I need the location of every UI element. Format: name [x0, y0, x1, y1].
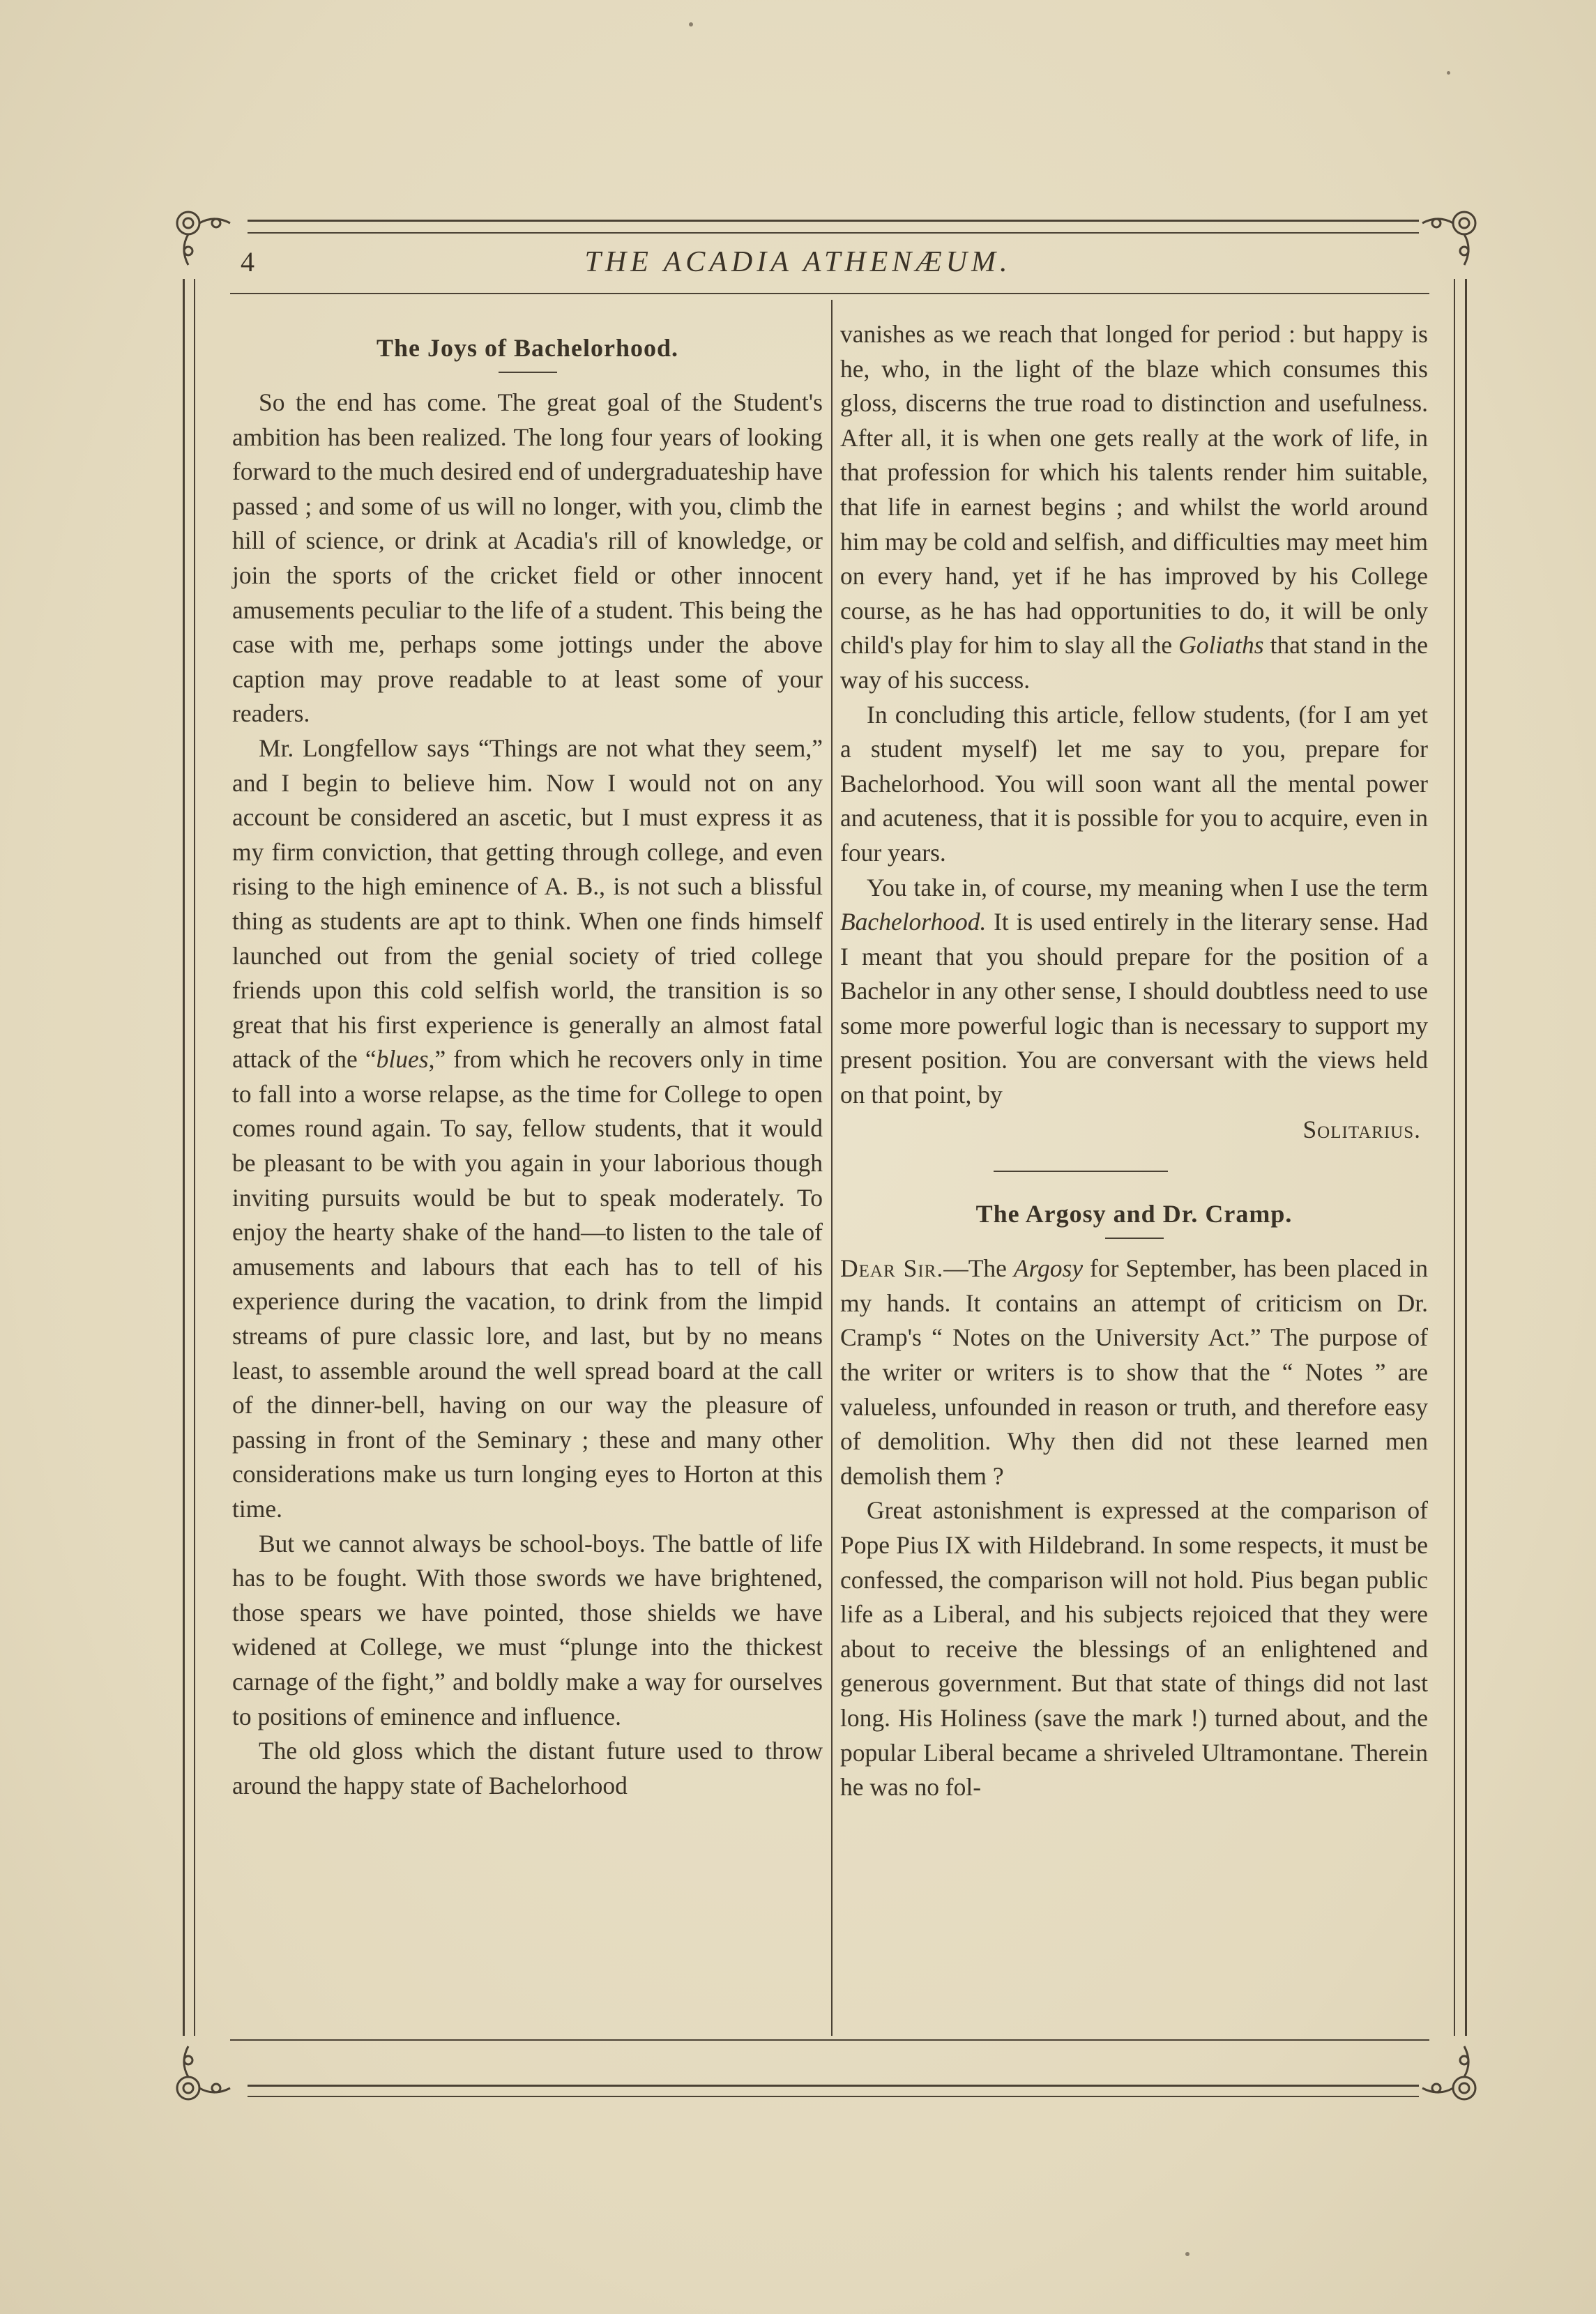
frame-bottom-inner-rule [230, 2039, 1429, 2041]
paragraph: So the end has come. The great goal of the Student's ambition has been realized. The long four years of looking forward to the much desired end of undergraduateship have passed ; and some of us will no longer, with you, climb the hill of science, or drink at Acadia's rill of knowledge, or join the sports of the cricket field or other innocent amusements peculiar to the life of a student. This being the case with me, perhaps some jottings under the above caption may prove readable to at least some of your readers. [232, 388, 823, 728]
title-rule [1105, 1238, 1164, 1239]
article-title: The Joys of Bachelorhood. [376, 334, 679, 362]
paragraph: Dear Sir.—The Argosy for September, has been placed in my hands. It contains an attempt of criticism on Dr. Cramp's “ Notes on the University Act.” The purpose of the writer or writers is to show that the “ Notes ” are valueless, unfounded in reason or truth, and therefore easy of demolition. Why then did not these learned men demolish them ? [840, 1254, 1428, 1490]
paragraph: Great astonishment is expressed at the comparison of Pope Pius IX with Hildebrand. In some respects, it must be confessed, the comparison will not hold. Pius began public life as a Liberal, and his subjects rejoiced that they were about to receive the blessings of an enlightened and generous government. But that state of things did not last long. His Holiness (save the mark !) turned about, and the popular Liberal became a shriveled Ultramontane. Therein he was no fol- [840, 1496, 1428, 1802]
corner-ornament-icon [167, 2032, 244, 2109]
page-number: 4 [241, 246, 254, 277]
paragraph: Mr. Longfellow says “Things are not what they seem,” and I begin to believe him. Now I would not on any account be considered an ascetic, but I must express it as my firm conviction, that getting through college, and even rising to the high eminence of A. B., is not such a blissful thing as students are apt to think. When one finds himself launched out from the genial society of tried college friends upon this cold selfish world, the transition is so great that his first experience is generally an almost fatal attack of the “blues,” from which he recovers only in time to fall into a worse relapse, as the time for College to open comes round again. To say, fellow students, that it would be pleasant to be with you again in your laborious though inviting pursuits would be but to speak moderately. To enjoy the hearty shake of the hand—to listen to the tale of amusements and labours that each has to tell of his experience during the vacation, to drink from the limpid streams of pure classic lore, and last, but by no means least, to assemble around the well spread board at the call of the dinner-bell, having on our way the pleasure of passing in front of the Seminary ; these and many other considerations make us turn longing eyes to Horton at this time. [232, 733, 823, 1523]
article-separator [994, 1171, 1168, 1172]
left-column [232, 317, 823, 1803]
signature: Solitarius. [1302, 1115, 1421, 1143]
paragraph: In concluding this article, fellow students, (for I am yet a student myself) let me say to you, prepare for Bachelorhood. You will soon want all the mental power and acuteness, that it is possible for you to acquire, even in four years. [840, 700, 1428, 867]
paragraph: You take in, of course, my meaning when I use the term Bachelorhood. It is used entirely in the literary sense. Had I meant that you should prepare for the position of a Bachelor in any other sense, I should doubtless need to use some more powerful logic than is necessary to support my present position. You are conversant with the views held on that point, by [840, 873, 1428, 1109]
paragraph: The old gloss which the distant future used to throw around the happy state of Bachelorhood [232, 1737, 823, 1799]
paragraph: But we cannot always be school-boys. The battle of life has to be fought. With those swords we have brightened, those spears we have pointed, those shields we have widened at College, we must “plunge into the thickest carnage of the fight,” and boldly make a way for ourselves to positions of eminence and influence. [232, 1529, 823, 1730]
frame-bottom-outer-rule [248, 2096, 1419, 2097]
title-rule [499, 372, 557, 373]
paper-speck [1185, 2252, 1190, 2256]
paragraph-continued: vanishes as we reach that longed for period : but happy is he, who, in the light of the blaze which consumes this gloss, discerns the true road to distinction and usefulness. After all, it is when one gets really at the work of life, in that profession for which his talents render him suitable, that life in earnest begins ; and whilst the world around him may be cold and selfish, and difficulties may meet him on every hand, yet if he has improved by his College course, as he has had opportunities to do, it will be only child's play for him to slay all the Goliaths that stand in the way of his success. [840, 320, 1428, 694]
column-divider [831, 300, 833, 2036]
frame-bottom-rule [248, 2085, 1419, 2087]
frame-left-inner-rule [194, 279, 195, 2036]
frame-right-rule [1465, 279, 1467, 2036]
frame-top-inner-rule [248, 232, 1419, 234]
corner-ornament-icon [1408, 2032, 1485, 2109]
header-underline [230, 293, 1429, 294]
journal-title: THE ACADIA ATHENÆUM. [584, 246, 1012, 278]
paper-speck [1447, 71, 1450, 75]
article-title: The Argosy and Dr. Cramp. [975, 1200, 1293, 1228]
frame-left-rule [183, 279, 185, 2036]
frame-top-rule [248, 220, 1419, 222]
frame-right-inner-rule [1454, 279, 1455, 2036]
right-column [840, 317, 1428, 1805]
paper-speck [689, 22, 693, 26]
